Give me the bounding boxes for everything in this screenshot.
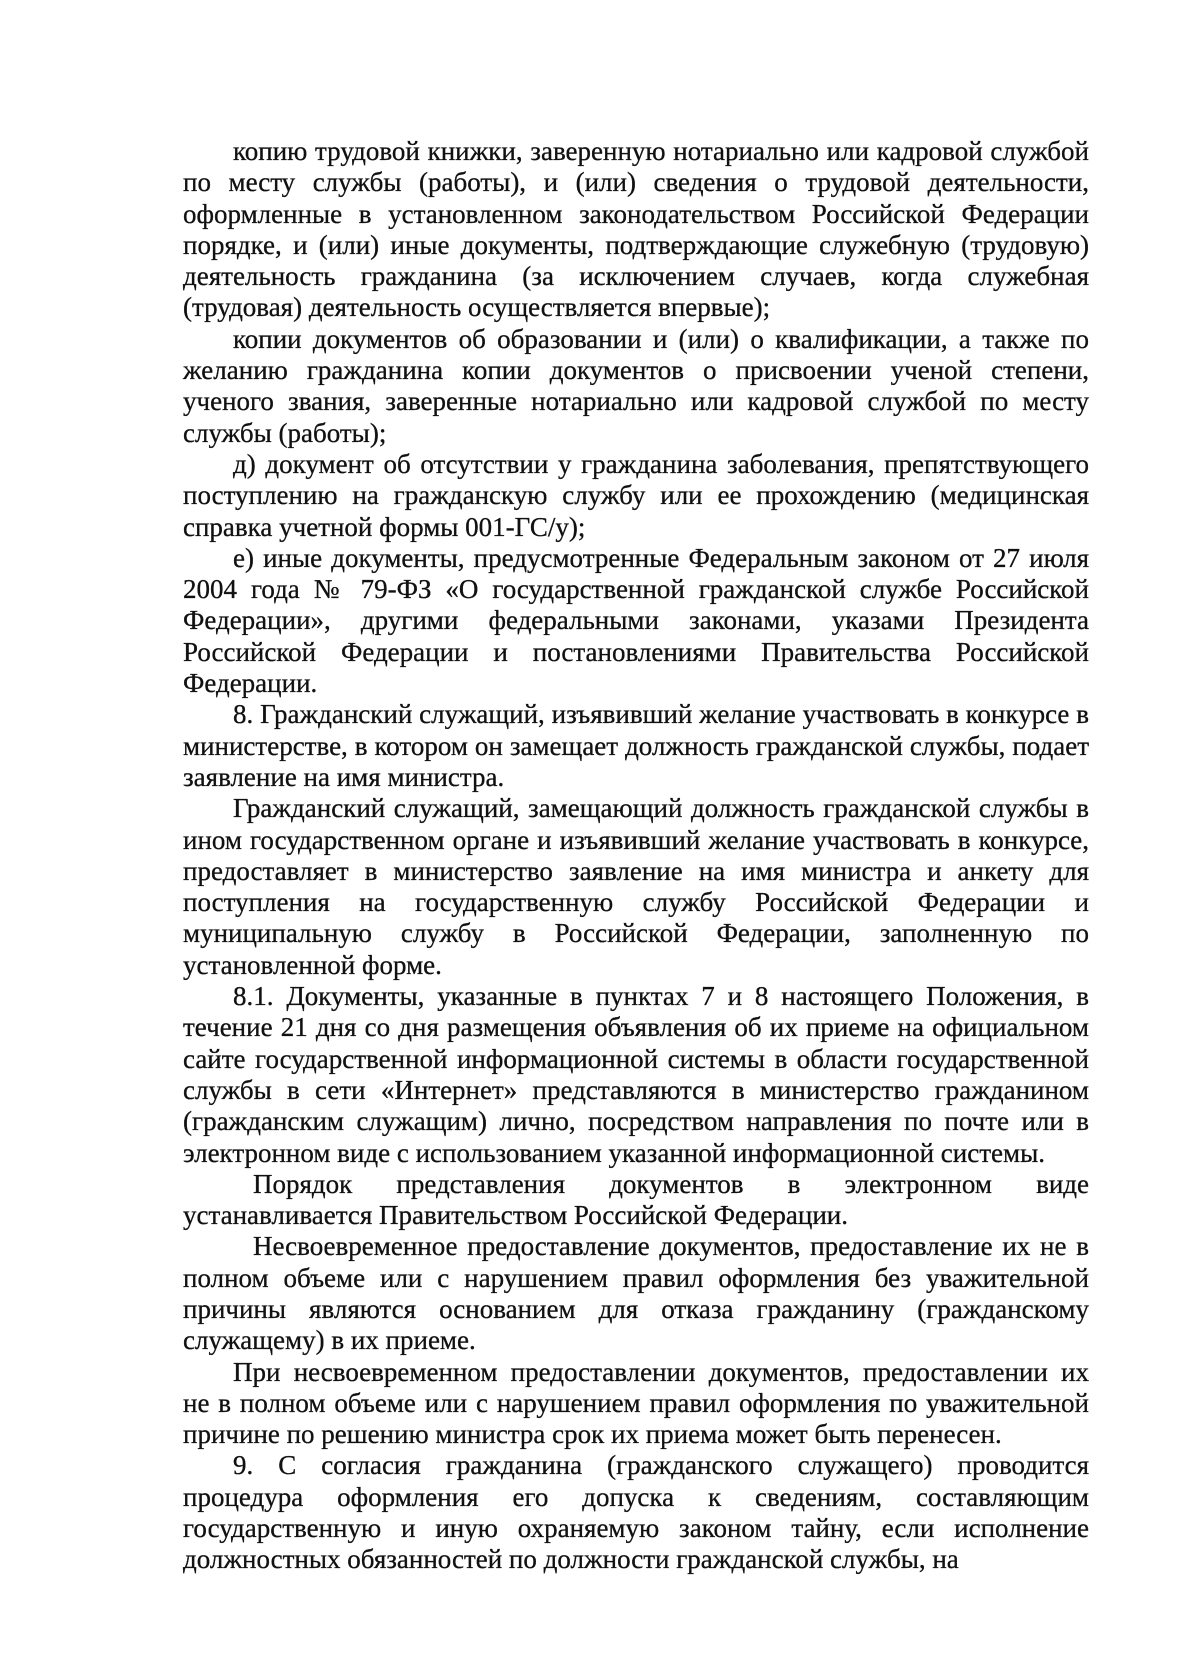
paragraph-item-9: 9. С согласия гражданина (гражданского служащего) проводится процедура оформления его допуска к сведениям, составляющим государственную и иную охраняемую законом тайну, если исполнение должностных обязанностей по должности гражданской службы, на [183,1450,1089,1575]
document-body [183,136,1089,1576]
paragraph-item-8-1: 8.1. Документы, указанные в пунктах 7 и 8 настоящего Положения, в течение 21 дня со дня размещения объявления об их приеме на официальном сайте государственной информационной системы в области государственной службы в сети «Интернет» представляются в министерство гражданином (гражданским служащим) лично, посредством направления по почте или в электронном виде с использованием указанной информационной системы. [183,981,1089,1168]
paragraph-late-submission-postponement: При несвоевременном предоставлении документов, предоставлении их не в полном объеме или с нарушением правил оформления по уважительной причине по решению министра срок их приема может быть перенесен. [183,1356,1089,1450]
paragraph-item-8-other-body: Гражданский служащий, замещающий должность гражданской службы в ином государственном органе и изъявивший желание участвовать в конкурсе, предоставляет в министерство заявление на имя министра и анкету для поступления на государственную службу Российской Федерации и муниципальную службу в Российской Федерации, заполненную по установленной форме. [183,793,1089,980]
paragraph-item-8: 8. Гражданский служащий, изъявивший желание участвовать в конкурсе в министерстве, в котором он замещает должность гражданской службы, подает заявление на имя министра. [183,699,1089,792]
paragraph-item-d-medical: д) документ об отсутствии у гражданина заболевания, препятствующего поступлению на гражданскую службу или ее прохождению (медицинская справка учетной формы 001-ГС/у); [183,448,1089,542]
paragraph-education-documents: копии документов об образовании и (или) о квалификации, а также по желанию гражданина копии документов о присвоении ученой степени, ученого звания, заверенные нотариально или кадровой службой по месту службы (работы); [183,323,1089,448]
paragraph-late-submission-refusal: Несвоевременное предоставление документов, предоставление их не в полном объеме или с нарушением правил оформления без уважительной причины являются основанием для отказа гражданину (гражданскому служащему) в их приеме. [183,1231,1089,1356]
paragraph-item-e-other-documents: е) иные документы, предусмотренные Федеральным законом от 27 июля 2004 года № 79-ФЗ «О государственной гражданской службе Российской Федерации», другими федеральными законами, указами Президента Российской Федерации и постановлениями Правительства Российской Федерации. [183,542,1089,699]
paragraph-work-book-copy: копию трудовой книжки, заверенную нотариально или кадровой службой по месту службы (работы), и (или) сведения о трудовой деятельности, оформленные в установленном законодательством Российской Федерации порядке, и (или) иные документы, подтверждающие служебную (трудовую) деятельность гражданина (за исключением случаев, когда служебная (трудовая) деятельность осуществляется впервые); [183,136,1089,323]
paragraph-electronic-procedure: Порядок представления документов в электронном виде устанавливается Правительством Российской Федерации. [183,1168,1089,1231]
